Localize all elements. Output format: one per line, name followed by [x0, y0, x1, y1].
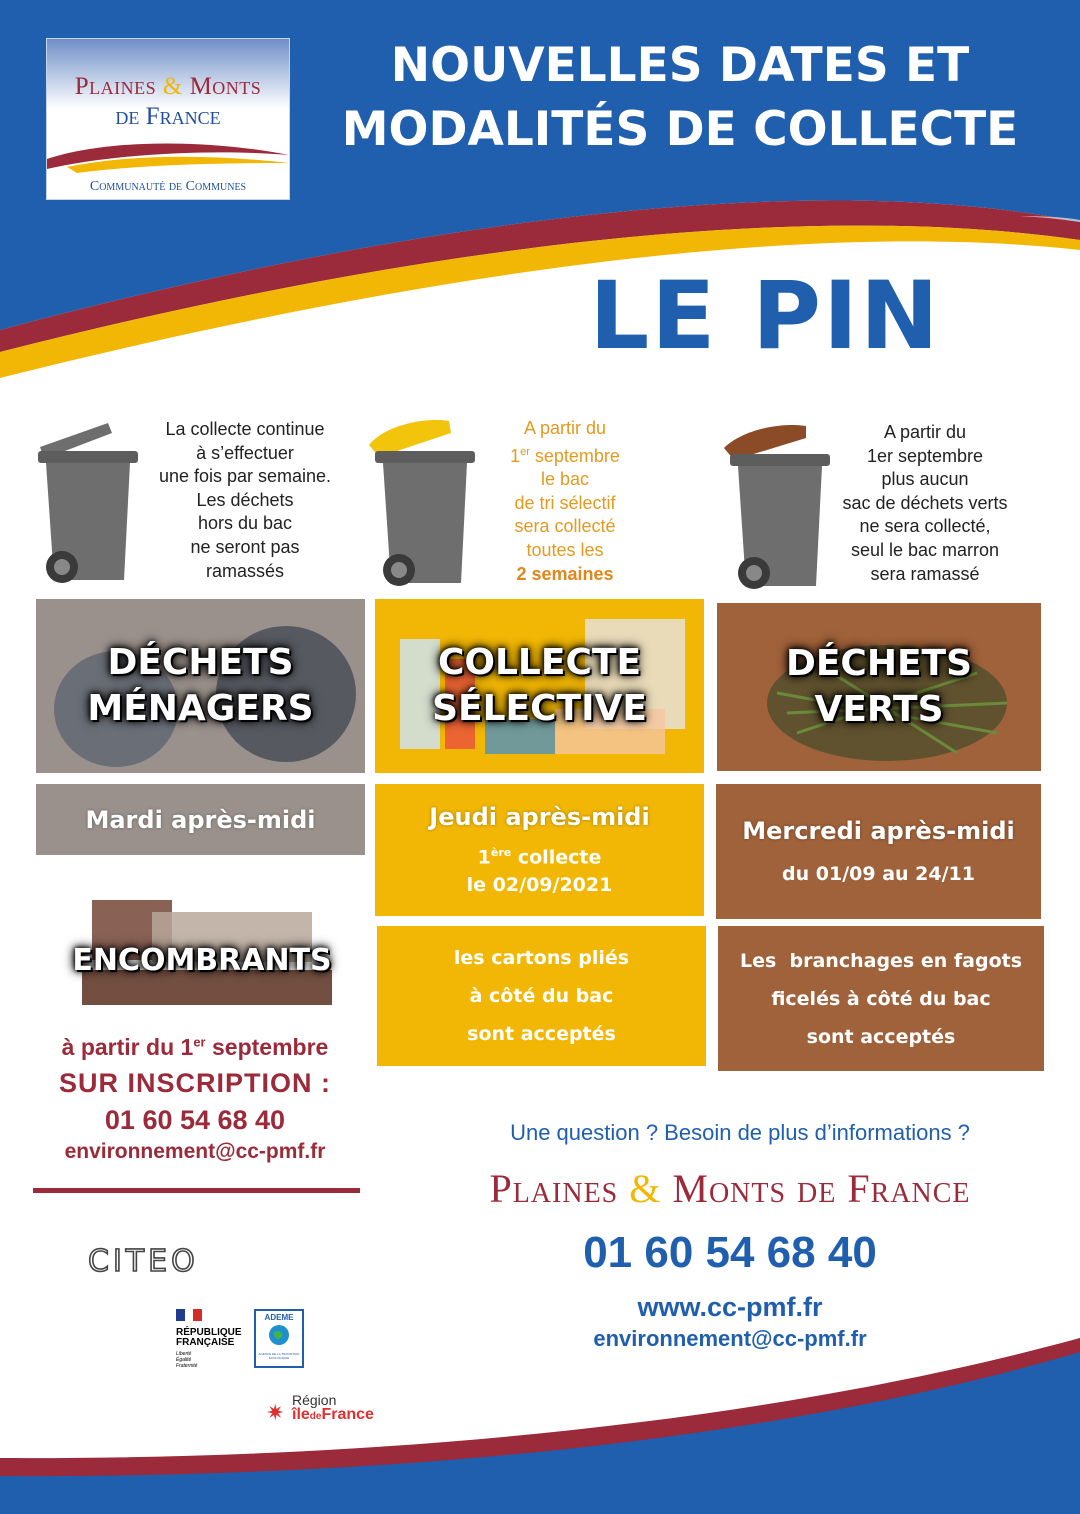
logo-ampersand: &	[162, 73, 183, 100]
desc-line: de tri sélectif	[514, 492, 616, 513]
contact-website: www.cc-pmf.fr	[637, 1292, 823, 1322]
encombrants-from	[40, 1034, 350, 1061]
ademe-logo	[254, 1309, 304, 1368]
first-sup: ère	[490, 846, 512, 860]
first-collection-date: le 02/09/2021	[466, 873, 613, 896]
star-icon: ✷	[266, 1400, 285, 1425]
desc-line: hors du bac	[197, 513, 293, 534]
encombrants-inscription: SUR INSCRIPTION :	[58, 1068, 331, 1098]
brown-bin-icon	[720, 420, 840, 595]
encombrants-block	[52, 890, 352, 1014]
desc-line: 1er septembre	[866, 445, 984, 466]
first-rest: collecte	[511, 846, 602, 869]
rf-motto: Égalité	[176, 1357, 192, 1363]
category-label	[432, 640, 647, 732]
category-line-2: VERTS	[814, 689, 944, 730]
date-sup: er	[520, 445, 530, 458]
citeo-logo: CITEO	[88, 1244, 199, 1279]
date-day: 1	[510, 445, 521, 466]
schedule-verts	[716, 784, 1041, 919]
contact-question: Une question ? Besoin de plus d’informations ?	[510, 1120, 970, 1145]
desc-highlight: 2 semaines	[516, 563, 614, 584]
rf-line-1: RÉPUBLIQUE	[176, 1327, 242, 1338]
city-name: LE PIN	[589, 262, 941, 371]
desc-line: ramassés	[205, 560, 285, 581]
gray-bin-description	[140, 418, 350, 583]
desc-line: le bac	[540, 469, 590, 490]
desc-line: plus aucun	[881, 469, 969, 490]
republique-francaise-logo	[176, 1308, 246, 1369]
note-line: sont acceptés	[467, 1023, 616, 1045]
logo-line-1	[47, 73, 289, 101]
desc-line: sac de déchets verts	[842, 492, 1008, 513]
org-amp: &	[629, 1166, 662, 1211]
from-rest: septembre	[205, 1034, 329, 1060]
page-title	[330, 34, 1030, 162]
desc-line: ne seront pas	[190, 536, 300, 557]
schedule-day: Jeudi après-midi	[429, 803, 650, 832]
note-line: sont acceptés	[806, 1025, 956, 1048]
region-label: Région	[292, 1392, 337, 1408]
schedule-day: Mardi après-midi	[85, 805, 316, 834]
category-label	[87, 640, 313, 732]
date-month: septembre	[529, 445, 620, 466]
desc-line: sera ramassé	[870, 563, 980, 584]
desc-line: La collecte continue	[165, 419, 325, 439]
logo-line-3: Communauté de Communes	[89, 179, 247, 194]
encombrants-email: environnement@cc-pmf.fr	[64, 1140, 326, 1163]
desc-line: seul le bac marron	[850, 539, 1000, 560]
category-line-2: SÉLECTIVE	[432, 688, 647, 729]
yellow-bin-description	[470, 417, 660, 586]
first-collection	[478, 839, 602, 871]
from-prefix: à partir du 1	[61, 1034, 194, 1060]
encombrants-label: ENCOMBRANTS	[72, 943, 332, 978]
logo-word-plaines: Plaines	[74, 73, 157, 100]
gray-bin-icon	[28, 415, 148, 590]
desc-line: ne sera collecté,	[859, 516, 991, 537]
note-verts	[718, 926, 1044, 1071]
french-flag-icon	[176, 1309, 202, 1321]
category-line-1: COLLECTE	[437, 642, 642, 683]
first-num: 1	[477, 846, 491, 869]
org-france: France	[847, 1166, 971, 1211]
panel-dechets-menagers	[36, 599, 365, 773]
encombrants-phone: 01 60 54 68 40	[104, 1105, 286, 1135]
logo-swoosh-icon	[47, 135, 289, 175]
schedule-day: Mercredi après-midi	[742, 817, 1015, 845]
desc-line	[470, 441, 660, 469]
logo-line-2: de France	[115, 103, 221, 130]
category-line-1: DÉCHETS	[107, 642, 294, 683]
divider	[33, 1188, 360, 1193]
contact-phone: 01 60 54 68 40	[583, 1228, 877, 1277]
title-line-1: NOUVELLES DATES ET	[390, 38, 970, 93]
desc-line: A partir du	[883, 422, 967, 442]
ademe-name: ADEME	[264, 1313, 294, 1322]
desc-line: une fois par semaine.	[158, 466, 332, 487]
from-sup: er	[193, 1034, 206, 1050]
desc-line: à s’effectuer	[196, 442, 294, 463]
note-line: ficelés à côté du bac	[771, 987, 991, 1010]
logo-word-monts: Monts	[189, 73, 262, 100]
category-line-2: MÉNAGERS	[87, 688, 314, 729]
region-france: France	[321, 1406, 374, 1423]
contact-org	[400, 1165, 1060, 1212]
panel-dechets-verts	[717, 603, 1041, 771]
schedule-menagers	[36, 784, 365, 855]
category-line-1: DÉCHETS	[785, 643, 973, 684]
globe-icon	[267, 1323, 291, 1347]
schedule-period: du 01/09 au 24/11	[782, 863, 975, 885]
category-label	[786, 641, 972, 733]
pmf-logo	[46, 38, 290, 200]
note-line: Les branchages en fagots	[739, 949, 1023, 972]
brown-bin-description	[825, 421, 1025, 586]
ademe-subtitle: AGENCE DE LA TRANSITION ÉCOLOGIQUE	[258, 1352, 300, 1360]
rf-motto: Fraternité	[176, 1363, 198, 1369]
note-selective	[377, 926, 706, 1066]
desc-line: Les déchets	[196, 489, 294, 510]
region-ile: île	[292, 1406, 310, 1423]
desc-line: toutes les	[526, 539, 604, 560]
note-line: à côté du bac	[469, 985, 614, 1007]
rf-motto: Liberté	[176, 1351, 192, 1357]
note-line: les cartons pliés	[453, 947, 630, 969]
contact-email: environnement@cc-pmf.fr	[593, 1326, 867, 1351]
org-plaines: Plaines	[489, 1166, 619, 1211]
desc-line: A partir du	[523, 418, 607, 438]
schedule-selective	[375, 784, 704, 916]
rf-line-2: FRANÇAISE	[176, 1337, 235, 1348]
region-de: de	[309, 1411, 322, 1422]
desc-line: sera collecté	[514, 516, 616, 537]
yellow-bin-icon	[365, 415, 485, 590]
title-line-2: MODALITÉS DE COLLECTE	[341, 102, 1019, 157]
panel-collecte-selective	[375, 599, 704, 773]
org-monts: Monts de	[672, 1166, 837, 1211]
region-name	[292, 1406, 374, 1424]
